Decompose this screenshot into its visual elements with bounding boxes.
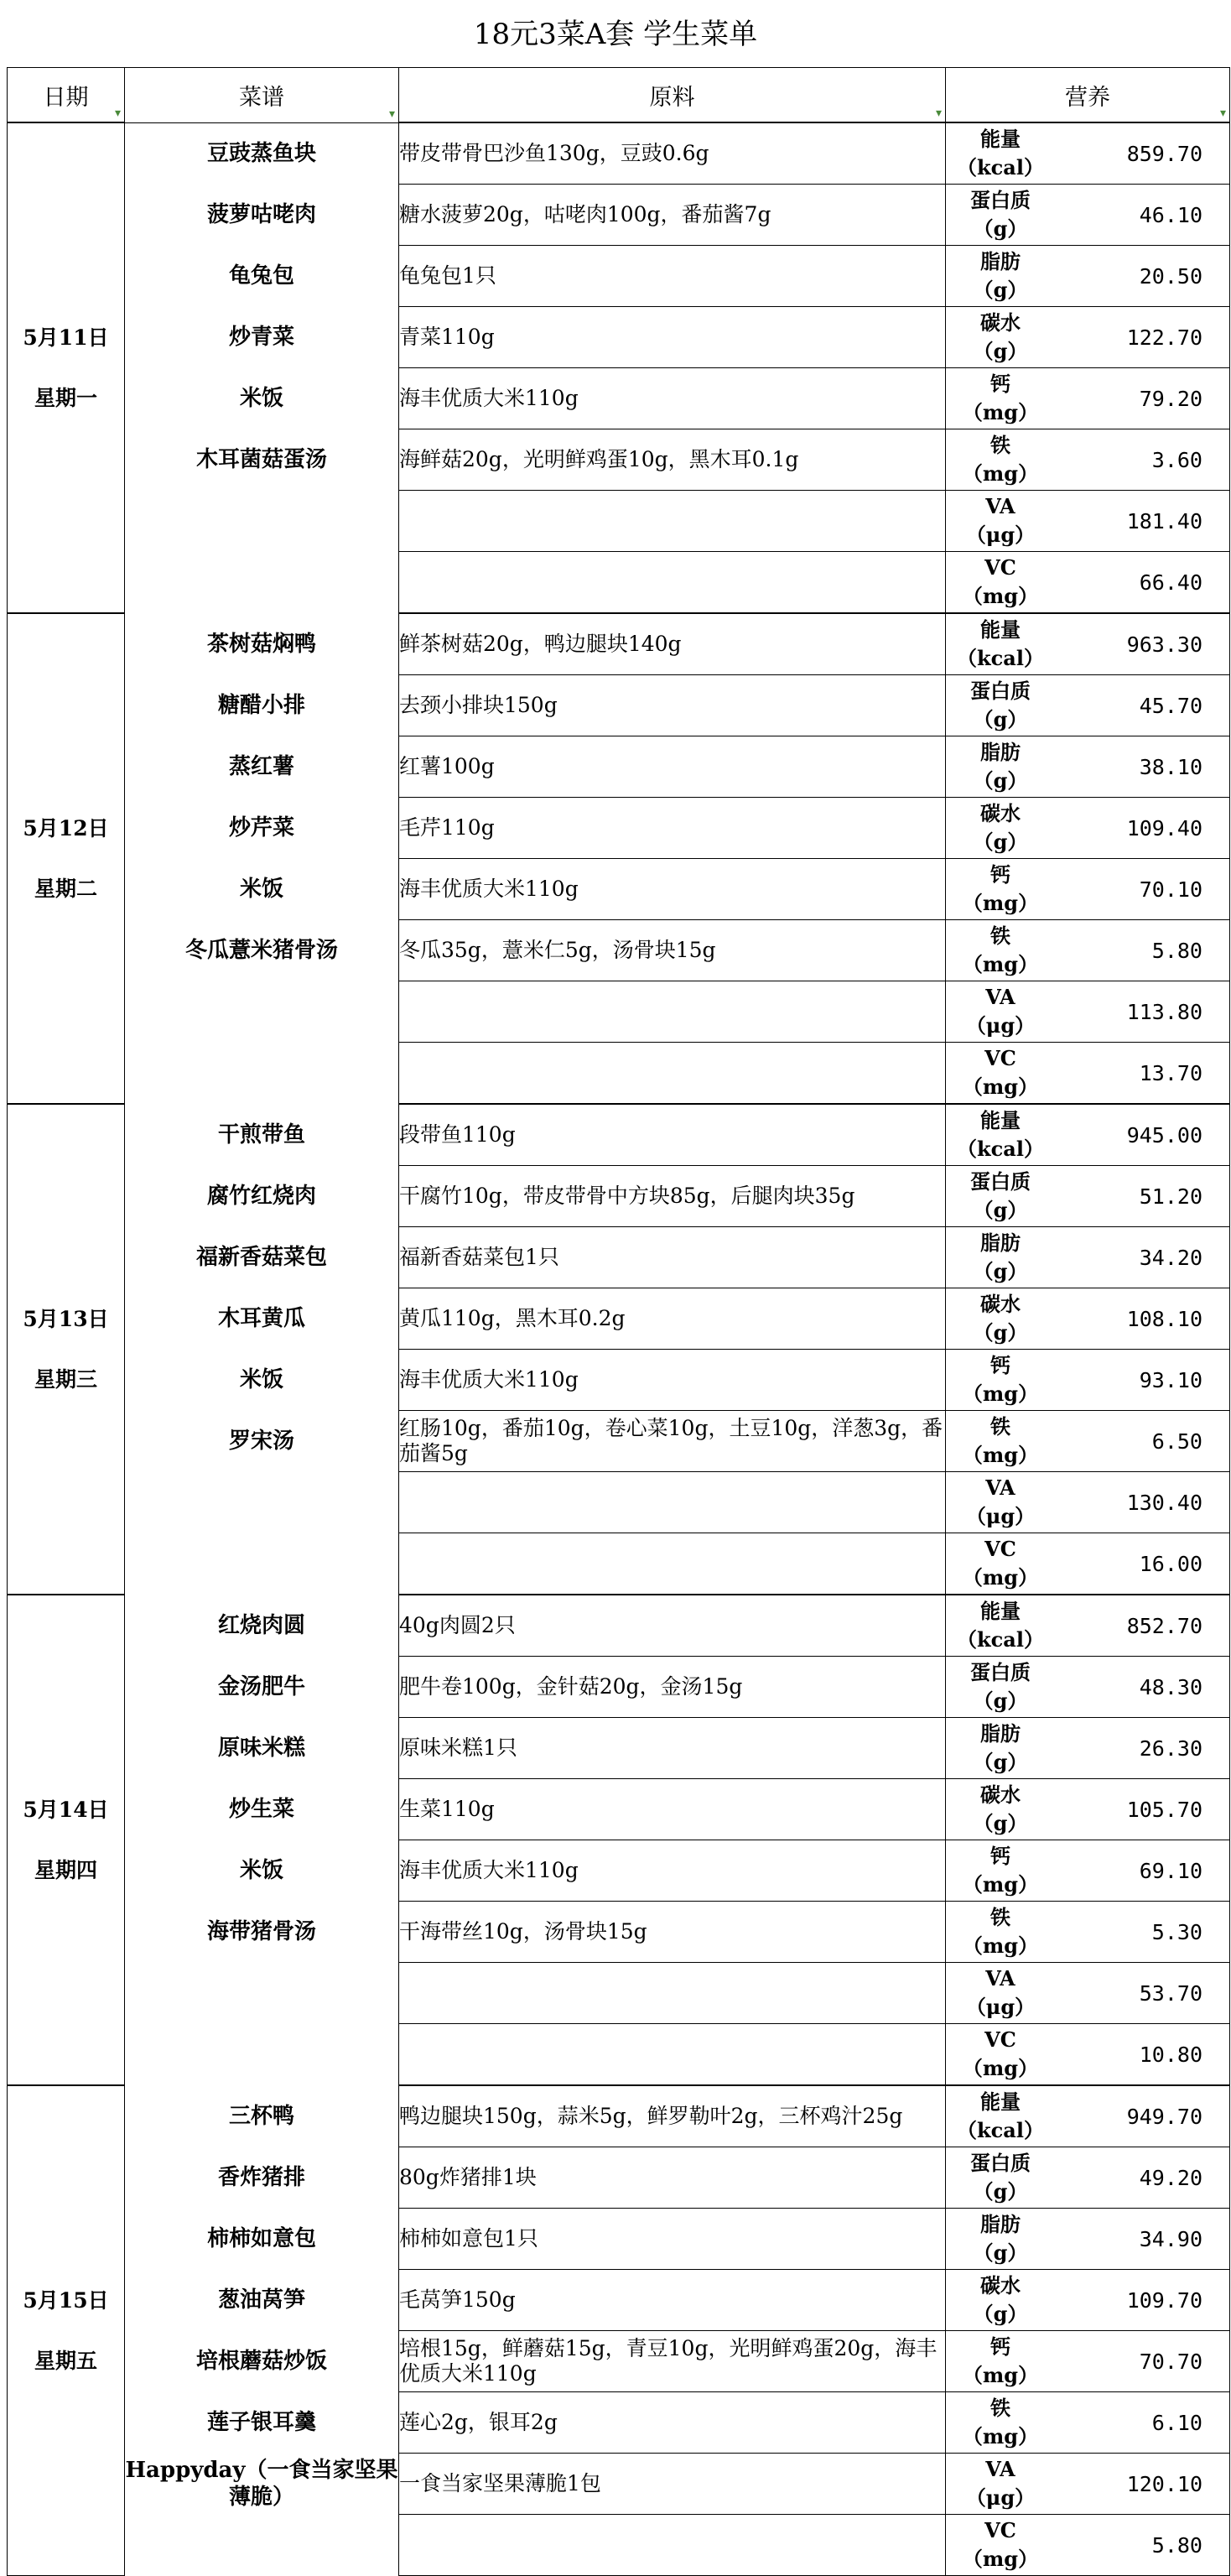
nutrient-label: 脂肪 （g） <box>973 1231 1028 1283</box>
nutrition-cell <box>946 981 1230 1043</box>
nutrient-value: 13.70 <box>1139 1060 1202 1085</box>
nutrition-cell <box>946 1166 1230 1227</box>
menu-row <box>8 1288 1230 1350</box>
ingredients-cell: 黄瓜110g，黑木耳0.2g <box>399 1288 946 1350</box>
nutrient-label: VC （mg） <box>962 1046 1039 1099</box>
menu-row <box>8 1657 1230 1718</box>
weekday-label: 星期三 <box>34 1366 97 1392</box>
nutrition-cell <box>946 1595 1230 1657</box>
nutrient-value: 122.70 <box>1126 325 1202 350</box>
nutrient-value: 10.80 <box>1139 2042 1202 2067</box>
dish-cell <box>125 1472 399 1533</box>
nutrient-label: 蛋白质 （g） <box>970 1169 1031 1222</box>
nutrition-cell <box>946 1104 1230 1166</box>
nutrition-cell <box>946 1411 1230 1472</box>
nutrient-value: 34.20 <box>1139 1245 1202 1270</box>
nutrition-cell <box>946 185 1230 246</box>
nutrient-value: 945.00 <box>1126 1122 1202 1147</box>
ingredients-cell <box>399 1533 946 1595</box>
dish-cell: 米饭 <box>125 859 399 920</box>
date-cell <box>8 122 125 613</box>
dish-cell <box>125 981 399 1043</box>
weekday-label: 星期五 <box>34 2348 97 2373</box>
nutrient-value: 105.70 <box>1126 1797 1202 1822</box>
nutrition-cell <box>946 2024 1230 2086</box>
nutrient-label: 铁 （mg） <box>962 1905 1039 1958</box>
menu-row <box>8 859 1230 920</box>
nutrient-label: 钙 （mg） <box>962 372 1039 424</box>
nutrient-value: 5.80 <box>1151 2532 1202 2558</box>
nutrient-label: 能量 （kcal） <box>957 1108 1044 1161</box>
ingredients-cell: 鲜茶树菇20g，鸭边腿块140g <box>399 613 946 675</box>
dish-cell: 茶树菇焖鸭 <box>125 613 399 675</box>
nutrient-value: 949.70 <box>1126 2104 1202 2129</box>
weekday-label: 星期四 <box>34 1857 97 1882</box>
ingredients-cell: 一食当家坚果薄脆1包 <box>399 2454 946 2515</box>
dish-cell: 炒生菜 <box>125 1779 399 1840</box>
nutrient-value: 5.80 <box>1151 938 1202 963</box>
menu-row <box>8 1840 1230 1902</box>
nutrient-label: 碳水 （g） <box>973 2273 1028 2326</box>
ingredients-cell: 福新香菇菜包1只 <box>399 1227 946 1288</box>
dish-cell <box>125 552 399 614</box>
menu-table <box>7 67 1230 2576</box>
nutrition-cell <box>946 1043 1230 1105</box>
nutrient-label: 脂肪 （g） <box>973 740 1028 793</box>
nutrient-label: VC （mg） <box>962 1537 1039 1590</box>
nutrition-cell <box>946 368 1230 429</box>
nutrient-label: VA （μg） <box>965 2457 1036 2510</box>
nutrition-cell <box>946 2147 1230 2209</box>
menu-row <box>8 1595 1230 1657</box>
nutrient-value: 46.10 <box>1139 202 1202 227</box>
header-nutrition[interactable]: 营养 ▾ <box>946 68 1230 123</box>
nutrient-label: 钙 （mg） <box>962 862 1039 915</box>
nutrient-label: VC （mg） <box>962 2518 1039 2571</box>
ingredients-cell: 红薯100g <box>399 736 946 798</box>
nutrient-value: 120.10 <box>1126 2471 1202 2496</box>
ingredients-cell: 毛芹110g <box>399 798 946 859</box>
nutrition-cell <box>946 736 1230 798</box>
menu-row <box>8 185 1230 246</box>
dish-cell: 红烧肉圆 <box>125 1595 399 1657</box>
menu-row <box>8 122 1230 185</box>
ingredients-cell <box>399 981 946 1043</box>
nutrient-value: 70.10 <box>1139 877 1202 902</box>
nutrient-label: 铁 （mg） <box>962 1414 1039 1467</box>
nutrient-label: 铁 （mg） <box>962 924 1039 976</box>
nutrient-label: 钙 （mg） <box>962 1844 1039 1897</box>
nutrient-value: 852.70 <box>1126 1613 1202 1638</box>
date-label: 5月12日 <box>23 815 109 840</box>
ingredients-cell: 海鲜菇20g，光明鲜鸡蛋10g，黑木耳0.1g <box>399 429 946 491</box>
menu-row <box>8 307 1230 368</box>
menu-row <box>8 429 1230 491</box>
nutrition-cell <box>946 1472 1230 1533</box>
nutrient-value: 70.70 <box>1139 2349 1202 2374</box>
nutrient-label: 蛋白质 （g） <box>970 188 1031 241</box>
nutrient-label: 铁 （mg） <box>962 2396 1039 2449</box>
date-cell <box>8 613 125 1104</box>
ingredients-cell: 糖水菠萝20g，咕咾肉100g，番茄酱7g <box>399 185 946 246</box>
menu-row <box>8 798 1230 859</box>
nutrient-value: 51.20 <box>1139 1184 1202 1209</box>
nutrient-value: 6.50 <box>1151 1429 1202 1454</box>
ingredients-cell: 柿柿如意包1只 <box>399 2209 946 2270</box>
menu-row <box>8 1779 1230 1840</box>
menu-row <box>8 1963 1230 2024</box>
nutrient-value: 26.30 <box>1139 1736 1202 1761</box>
ingredients-cell <box>399 1043 946 1105</box>
nutrition-cell <box>946 2209 1230 2270</box>
nutrient-value: 16.00 <box>1139 1551 1202 1576</box>
ingredients-cell: 冬瓜35g，薏米仁5g，汤骨块15g <box>399 920 946 981</box>
nutrient-value: 34.90 <box>1139 2226 1202 2251</box>
dish-cell <box>125 2024 399 2086</box>
nutrient-value: 38.10 <box>1139 754 1202 779</box>
nutrient-value: 963.30 <box>1126 632 1202 657</box>
nutrient-value: 181.40 <box>1126 508 1202 533</box>
ingredients-cell: 段带鱼110g <box>399 1104 946 1166</box>
dish-cell: 糖醋小排 <box>125 675 399 736</box>
nutrient-label: VC （mg） <box>962 2027 1039 2080</box>
dish-cell: 炒青菜 <box>125 307 399 368</box>
nutrient-value: 109.40 <box>1126 815 1202 840</box>
nutrition-cell <box>946 1657 1230 1718</box>
dish-cell: 龟兔包 <box>125 246 399 307</box>
nutrition-cell <box>946 2392 1230 2454</box>
menu-row <box>8 613 1230 675</box>
nutrient-label: 碳水 （g） <box>973 1292 1028 1345</box>
menu-row <box>8 1350 1230 1411</box>
dish-cell <box>125 1533 399 1595</box>
dish-cell: 葱油莴笋 <box>125 2270 399 2331</box>
menu-row <box>8 552 1230 614</box>
menu-row <box>8 981 1230 1043</box>
ingredients-cell: 带皮带骨巴沙鱼130g，豆豉0.6g <box>399 122 946 185</box>
header-row <box>8 68 1230 123</box>
dish-cell <box>125 1963 399 2024</box>
nutrition-cell <box>946 1902 1230 1963</box>
nutrition-cell <box>946 1718 1230 1779</box>
menu-row <box>8 2147 1230 2209</box>
nutrient-label: 能量 （kcal） <box>957 1599 1044 1652</box>
nutrition-cell <box>946 307 1230 368</box>
menu-row <box>8 1411 1230 1472</box>
menu-row <box>8 2270 1230 2331</box>
filter-dropdown-icon[interactable]: ▾ <box>388 107 395 121</box>
dish-cell: 三杯鸭 <box>125 2085 399 2147</box>
nutrition-cell <box>946 613 1230 675</box>
ingredients-cell <box>399 2024 946 2086</box>
header-date[interactable]: 日期 ▾ <box>8 68 125 123</box>
date-label: 5月13日 <box>23 1306 109 1331</box>
nutrition-cell <box>946 798 1230 859</box>
ingredients-cell: 海丰优质大米110g <box>399 368 946 429</box>
nutrient-value: 66.40 <box>1139 570 1202 595</box>
ingredients-cell: 龟兔包1只 <box>399 246 946 307</box>
dish-cell: 蒸红薯 <box>125 736 399 798</box>
nutrient-label: VA （μg） <box>965 1475 1036 1528</box>
nutrition-cell <box>946 1288 1230 1350</box>
weekday-label: 星期二 <box>34 876 97 901</box>
dish-cell: 豆豉蒸鱼块 <box>125 122 399 185</box>
nutrition-cell <box>946 2515 1230 2576</box>
dish-cell: 米饭 <box>125 1840 399 1902</box>
nutrient-label: 碳水 （g） <box>973 801 1028 854</box>
ingredients-cell: 海丰优质大米110g <box>399 1840 946 1902</box>
menu-row <box>8 736 1230 798</box>
nutrition-cell <box>946 122 1230 185</box>
dish-cell: 菠萝咕咾肉 <box>125 185 399 246</box>
nutrition-cell <box>946 1350 1230 1411</box>
nutrient-label: 铁 （mg） <box>962 433 1039 486</box>
nutrient-value: 49.20 <box>1139 2165 1202 2190</box>
dish-cell: Happyday（一食当家坚果薄脆） <box>125 2454 399 2515</box>
nutrient-label: VA （μg） <box>965 494 1036 547</box>
date-cell <box>8 1595 125 2085</box>
nutrient-label: 蛋白质 （g） <box>970 1660 1031 1713</box>
ingredients-cell: 莲心2g，银耳2g <box>399 2392 946 2454</box>
nutrient-label: 能量 （kcal） <box>957 617 1044 670</box>
dish-cell <box>125 2515 399 2576</box>
menu-row <box>8 368 1230 429</box>
menu-row <box>8 1166 1230 1227</box>
nutrition-cell <box>946 2270 1230 2331</box>
menu-row <box>8 2024 1230 2086</box>
nutrient-label: VC （mg） <box>962 555 1039 608</box>
menu-row <box>8 1472 1230 1533</box>
menu-row <box>8 1227 1230 1288</box>
nutrient-label: 碳水 （g） <box>973 1782 1028 1835</box>
nutrient-label: 能量 （kcal） <box>957 127 1044 180</box>
nutrient-label: 蛋白质 （g） <box>970 679 1031 731</box>
menu-row <box>8 1902 1230 1963</box>
nutrient-value: 79.20 <box>1139 386 1202 411</box>
dish-cell: 米饭 <box>125 368 399 429</box>
dish-cell: 罗宋汤 <box>125 1411 399 1472</box>
ingredients-cell: 肥牛卷100g，金针菇20g，金汤15g <box>399 1657 946 1718</box>
ingredients-cell: 去颈小排块150g <box>399 675 946 736</box>
dish-cell: 金汤肥牛 <box>125 1657 399 1718</box>
ingredients-cell: 40g肉圆2只 <box>399 1595 946 1657</box>
nutrient-value: 3.60 <box>1151 447 1202 472</box>
filter-dropdown-icon[interactable]: ▾ <box>1219 107 1226 120</box>
nutrient-value: 113.80 <box>1126 999 1202 1024</box>
menu-row <box>8 1104 1230 1166</box>
date-label: 5月15日 <box>23 2287 109 2313</box>
ingredients-cell <box>399 491 946 552</box>
nutrient-label: 蛋白质 （g） <box>970 2151 1031 2204</box>
dish-cell: 干煎带鱼 <box>125 1104 399 1166</box>
page-title: 18元3菜A套 学生菜单 <box>473 18 758 51</box>
nutrition-cell <box>946 246 1230 307</box>
nutrient-label: 钙 （mg） <box>962 1353 1039 1406</box>
menu-row <box>8 2209 1230 2270</box>
nutrient-value: 130.40 <box>1126 1490 1202 1515</box>
nutrient-label: 脂肪 （g） <box>973 2212 1028 2265</box>
nutrient-label: 脂肪 （g） <box>973 249 1028 302</box>
ingredients-cell: 培根15g，鲜蘑菇15g，青豆10g，光明鲜鸡蛋20g，海丰优质大米110g <box>399 2331 946 2392</box>
dish-cell: 腐竹红烧肉 <box>125 1166 399 1227</box>
menu-row <box>8 2454 1230 2515</box>
dish-cell: 冬瓜薏米猪骨汤 <box>125 920 399 981</box>
menu-row <box>8 920 1230 981</box>
menu-row <box>8 246 1230 307</box>
dish-cell: 培根蘑菇炒饭 <box>125 2331 399 2392</box>
nutrient-value: 48.30 <box>1139 1674 1202 1699</box>
menu-body <box>8 122 1230 2576</box>
nutrition-cell <box>946 1227 1230 1288</box>
dish-cell: 海带猪骨汤 <box>125 1902 399 1963</box>
nutrient-value: 45.70 <box>1139 693 1202 718</box>
ingredients-cell: 海丰优质大米110g <box>399 859 946 920</box>
nutrition-cell <box>946 1533 1230 1595</box>
ingredients-cell: 干腐竹10g，带皮带骨中方块85g，后腿肉块35g <box>399 1166 946 1227</box>
menu-row <box>8 675 1230 736</box>
ingredients-cell: 干海带丝10g，汤骨块15g <box>399 1902 946 1963</box>
nutrient-label: 脂肪 （g） <box>973 1721 1028 1774</box>
menu-row <box>8 2331 1230 2392</box>
nutrition-cell <box>946 1840 1230 1902</box>
nutrient-value: 69.10 <box>1139 1858 1202 1883</box>
dish-cell: 莲子银耳羹 <box>125 2392 399 2454</box>
nutrition-cell <box>946 491 1230 552</box>
dish-cell: 福新香菇菜包 <box>125 1227 399 1288</box>
dish-cell: 木耳菌菇蛋汤 <box>125 429 399 491</box>
nutrient-value: 108.10 <box>1126 1306 1202 1331</box>
nutrition-cell <box>946 920 1230 981</box>
nutrition-cell <box>946 552 1230 614</box>
ingredients-cell: 青菜110g <box>399 307 946 368</box>
ingredients-cell <box>399 1472 946 1533</box>
ingredients-cell: 海丰优质大米110g <box>399 1350 946 1411</box>
date-cell <box>8 2085 125 2576</box>
nutrient-value: 6.10 <box>1151 2410 1202 2435</box>
ingredients-cell <box>399 2515 946 2576</box>
ingredients-cell: 原味米糕1只 <box>399 1718 946 1779</box>
header-ingredients[interactable]: 原料 ▾ <box>399 68 946 123</box>
menu-row <box>8 2515 1230 2576</box>
nutrient-label: VA （μg） <box>965 1966 1036 2019</box>
nutrition-cell <box>946 2331 1230 2392</box>
menu-row <box>8 1718 1230 1779</box>
menu-row <box>8 2392 1230 2454</box>
dish-cell: 木耳黄瓜 <box>125 1288 399 1350</box>
nutrient-value: 53.70 <box>1139 1980 1202 2006</box>
nutrient-label: 钙 （mg） <box>962 2334 1039 2387</box>
date-label: 5月11日 <box>23 325 109 350</box>
nutrition-cell <box>946 1963 1230 2024</box>
weekday-label: 星期一 <box>34 385 97 410</box>
ingredients-cell: 80g炸猪排1块 <box>399 2147 946 2209</box>
date-label: 5月14日 <box>23 1797 109 1822</box>
dish-cell: 原味米糕 <box>125 1718 399 1779</box>
ingredients-cell: 鸭边腿块150g，蒜米5g，鲜罗勒叶2g，三杯鸡汁25g <box>399 2085 946 2147</box>
menu-row <box>8 1043 1230 1105</box>
dish-cell <box>125 491 399 552</box>
filter-dropdown-icon[interactable]: ▾ <box>935 107 942 120</box>
dish-cell: 米饭 <box>125 1350 399 1411</box>
nutrition-cell <box>946 2454 1230 2515</box>
date-cell <box>8 1104 125 1595</box>
ingredients-cell <box>399 552 946 614</box>
nutrient-value: 5.30 <box>1151 1919 1202 1944</box>
nutrient-value: 20.50 <box>1139 263 1202 289</box>
menu-row <box>8 491 1230 552</box>
dish-cell: 炒芹菜 <box>125 798 399 859</box>
menu-row <box>8 1533 1230 1595</box>
ingredients-cell: 红肠10g，番茄10g，卷心菜10g，土豆10g，洋葱3g，番茄酱5g <box>399 1411 946 1472</box>
nutrition-cell <box>946 429 1230 491</box>
nutrition-cell <box>946 1779 1230 1840</box>
filter-dropdown-icon[interactable]: ▾ <box>114 107 121 120</box>
nutrition-cell <box>946 2085 1230 2147</box>
nutrient-value: 109.70 <box>1126 2287 1202 2313</box>
nutrient-label: 能量 （kcal） <box>957 2089 1044 2142</box>
menu-row <box>8 2085 1230 2147</box>
ingredients-cell <box>399 1963 946 2024</box>
nutrition-cell <box>946 675 1230 736</box>
nutrient-label: VA （μg） <box>965 985 1036 1038</box>
dish-cell: 柿柿如意包 <box>125 2209 399 2270</box>
dish-cell <box>125 1043 399 1105</box>
ingredients-cell: 生菜110g <box>399 1779 946 1840</box>
header-dish[interactable]: 菜谱 ▾ <box>125 68 399 123</box>
nutrient-label: 碳水 （g） <box>973 310 1028 363</box>
nutrient-value: 93.10 <box>1139 1367 1202 1392</box>
ingredients-cell: 毛莴笋150g <box>399 2270 946 2331</box>
nutrient-value: 859.70 <box>1126 141 1202 166</box>
nutrition-cell <box>946 859 1230 920</box>
dish-cell: 香炸猪排 <box>125 2147 399 2209</box>
